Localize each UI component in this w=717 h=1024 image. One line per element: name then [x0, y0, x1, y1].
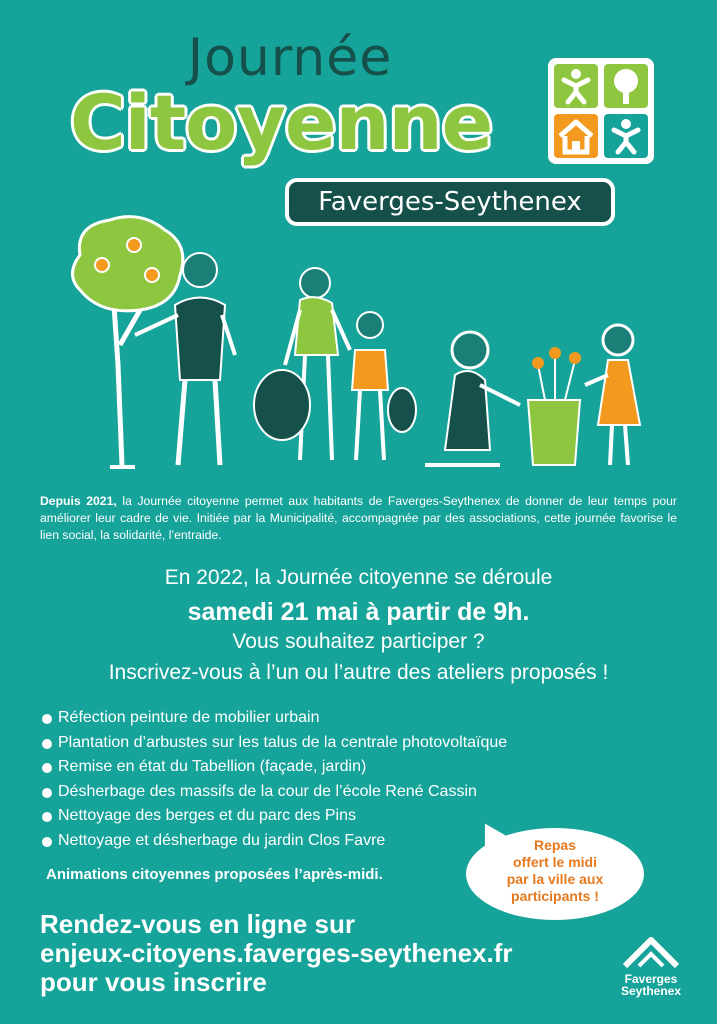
- cta-line3: pour vous inscrire: [40, 967, 267, 997]
- town-badge: Faverges-Seythenex: [285, 178, 615, 226]
- list-item: Remise en état du Tabellion (façade, jardin): [40, 755, 507, 780]
- bubble-line4: participants !: [511, 888, 599, 904]
- bubble-line2: offert le midi: [512, 854, 597, 870]
- house-icon-tile: [554, 114, 598, 158]
- meal-bubble-text: [466, 837, 644, 905]
- announcement-line3: Vous souhaitez participer ?: [232, 630, 485, 653]
- intro-text: la Journée citoyenne permet aux habitants de Faverges-Seythenex de donner de leur temps pour améliorer leur cadre de vie. Initiée par la Municipalité, accompagnée par des associations, cette journée favorise le lien social, la solidarité, l’entraide.: [40, 494, 677, 542]
- person-icon-tile: [554, 64, 598, 108]
- intro-bold: Depuis 2021,: [40, 494, 117, 508]
- bubble-line3: par la ville aux: [506, 871, 604, 887]
- list-item: Réfection peinture de mobilier urbain: [40, 706, 507, 731]
- intro-paragraph: [40, 493, 677, 544]
- flower-pot: [528, 347, 581, 465]
- cta-line1: Rendez-vous en ligne sur: [40, 909, 355, 939]
- tree-icon: [604, 64, 648, 108]
- call-to-action: [40, 910, 513, 997]
- person-icon: [554, 64, 598, 108]
- cta-url[interactable]: enjeux-citoyens.faverges-seythenex.fr: [40, 938, 513, 968]
- title-line1: Journée: [187, 28, 393, 88]
- journee-citoyenne-logo: [548, 58, 654, 164]
- faverges-seythenex-logo: [610, 936, 692, 997]
- bubble-line1: Repas: [533, 837, 577, 853]
- woman-figure: [254, 268, 350, 460]
- list-item: Nettoyage et désherbage du jardin Clos Favre: [40, 829, 507, 854]
- list-item: Nettoyage des berges et du parc des Pins: [40, 804, 507, 829]
- tree-icon-tile: [604, 64, 648, 108]
- announcement-line4: Inscrivez-vous à l’un ou l’autre des ateliers proposés !: [108, 661, 609, 684]
- house-icon: [554, 114, 598, 158]
- person-icon: [604, 114, 648, 158]
- person-icon-tile-2: [604, 114, 648, 158]
- boy-figure: [352, 312, 416, 460]
- small-girl-figure: [585, 325, 640, 465]
- volunteers-illustration: [60, 215, 660, 475]
- tree-illustration: [73, 217, 183, 467]
- logo-line2: Seythenex: [620, 984, 682, 998]
- announcement-line1: En 2022, la Journée citoyenne se déroule: [164, 566, 553, 589]
- announcement-date: samedi 21 mai à partir de 9h.: [187, 598, 530, 626]
- workshop-list: [40, 706, 507, 853]
- mountain-icon: [621, 936, 681, 968]
- animations-note: Animations citoyennes proposées l’après-midi.: [46, 866, 383, 883]
- list-item: Désherbage des massifs de la cour de l’école René Cassin: [40, 780, 507, 805]
- list-item: Plantation d’arbustes sur les talus de la centrale photovoltaïque: [40, 731, 507, 756]
- title-line2: Citoyenne: [70, 78, 493, 167]
- logo-line1: Faverges: [624, 972, 678, 986]
- kneeling-girl-figure: [425, 332, 520, 465]
